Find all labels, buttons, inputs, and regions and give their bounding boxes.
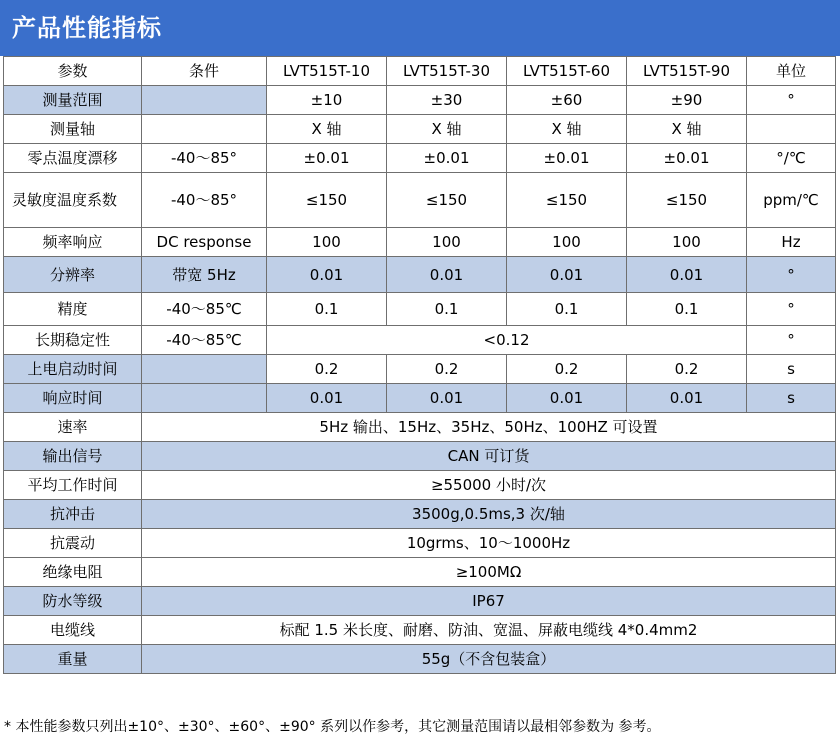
unit-cell: ppm/℃ [747, 173, 836, 228]
param-cell: 平均工作时间 [4, 471, 142, 500]
header-model-60: LVT515T-60 [507, 57, 627, 86]
condition-cell: 带宽 5Hz [142, 257, 267, 293]
header-condition: 条件 [142, 57, 267, 86]
table-header-row [4, 57, 836, 86]
param-cell: 测量轴 [4, 115, 142, 144]
value-cell-merged: <0.12 [267, 326, 747, 355]
param-cell: 重量 [4, 645, 142, 674]
table-row [4, 173, 836, 228]
table-row [4, 144, 836, 173]
condition-cell [142, 384, 267, 413]
value-cell: ≤150 [627, 173, 747, 228]
condition-cell: -40～85° [142, 173, 267, 228]
value-cell-merged: ≥100MΩ [142, 558, 836, 587]
param-cell: 抗冲击 [4, 500, 142, 529]
value-cell: ±0.01 [507, 144, 627, 173]
param-cell: 防水等级 [4, 587, 142, 616]
value-cell: 0.1 [627, 293, 747, 326]
unit-cell: ° [747, 293, 836, 326]
value-cell: 0.01 [267, 257, 387, 293]
param-cell: 零点温度漂移 [4, 144, 142, 173]
value-cell: 0.2 [507, 355, 627, 384]
value-cell: ±0.01 [387, 144, 507, 173]
header-model-10: LVT515T-10 [267, 57, 387, 86]
param-cell: 输出信号 [4, 442, 142, 471]
value-cell: ≤150 [507, 173, 627, 228]
value-cell: X 轴 [627, 115, 747, 144]
unit-cell: s [747, 355, 836, 384]
param-cell: 长期稳定性 [4, 326, 142, 355]
header-param: 参数 [4, 57, 142, 86]
table-row [4, 384, 836, 413]
value-cell: 0.01 [507, 257, 627, 293]
value-cell: ±0.01 [627, 144, 747, 173]
table-row [4, 326, 836, 355]
table-row [4, 355, 836, 384]
value-cell: ±30 [387, 86, 507, 115]
table-row [4, 500, 836, 529]
value-cell: 0.1 [267, 293, 387, 326]
value-cell: 0.01 [627, 257, 747, 293]
unit-cell [747, 115, 836, 144]
value-cell: 100 [267, 228, 387, 257]
condition-cell [142, 355, 267, 384]
condition-cell: -40～85° [142, 144, 267, 173]
value-cell: 0.2 [627, 355, 747, 384]
value-cell-merged: 10grms、10～1000Hz [142, 529, 836, 558]
value-cell: 0.1 [507, 293, 627, 326]
table-row [4, 616, 836, 645]
unit-cell: °/℃ [747, 144, 836, 173]
table-row [4, 529, 836, 558]
value-cell: ±10 [267, 86, 387, 115]
value-cell: 0.01 [387, 384, 507, 413]
value-cell: ±60 [507, 86, 627, 115]
table-row [4, 257, 836, 293]
param-cell: 精度 [4, 293, 142, 326]
table-row [4, 645, 836, 674]
spec-table [3, 56, 836, 674]
table-row [4, 293, 836, 326]
value-cell: 0.1 [387, 293, 507, 326]
table-row [4, 115, 836, 144]
value-cell-merged: 55g（不含包装盒） [142, 645, 836, 674]
table-row [4, 587, 836, 616]
unit-cell: Hz [747, 228, 836, 257]
condition-cell: -40～85℃ [142, 326, 267, 355]
table-row [4, 558, 836, 587]
param-cell: 抗震动 [4, 529, 142, 558]
value-cell: ≤150 [387, 173, 507, 228]
page-title: 产品性能指标 [0, 0, 840, 56]
value-cell-merged: IP67 [142, 587, 836, 616]
table-row [4, 442, 836, 471]
param-cell: 电缆线 [4, 616, 142, 645]
value-cell: 0.2 [267, 355, 387, 384]
value-cell: 0.01 [507, 384, 627, 413]
param-cell: 响应时间 [4, 384, 142, 413]
value-cell: 100 [627, 228, 747, 257]
table-row [4, 228, 836, 257]
value-cell: 100 [387, 228, 507, 257]
value-cell-merged: 3500g,0.5ms,3 次/轴 [142, 500, 836, 529]
param-cell: 灵敏度温度系数 [4, 173, 142, 228]
param-cell: 上电启动时间 [4, 355, 142, 384]
header-unit: 单位 [747, 57, 836, 86]
unit-cell: ° [747, 86, 836, 115]
table-row [4, 86, 836, 115]
value-cell-merged: 标配 1.5 米长度、耐磨、防油、宽温、屏蔽电缆线 4*0.4mm2 [142, 616, 836, 645]
param-cell: 分辨率 [4, 257, 142, 293]
value-cell: X 轴 [267, 115, 387, 144]
value-cell: ≤150 [267, 173, 387, 228]
value-cell: 0.2 [387, 355, 507, 384]
value-cell-merged: CAN 可订货 [142, 442, 836, 471]
table-row [4, 413, 836, 442]
value-cell: X 轴 [387, 115, 507, 144]
param-cell: 绝缘电阻 [4, 558, 142, 587]
value-cell-merged: ≥55000 小时/次 [142, 471, 836, 500]
value-cell: ±90 [627, 86, 747, 115]
header-model-30: LVT515T-30 [387, 57, 507, 86]
value-cell: 0.01 [387, 257, 507, 293]
value-cell: 0.01 [267, 384, 387, 413]
condition-cell: -40～85℃ [142, 293, 267, 326]
condition-cell [142, 86, 267, 115]
table-row [4, 471, 836, 500]
value-cell-merged: 5Hz 输出、15Hz、35Hz、50Hz、100HZ 可设置 [142, 413, 836, 442]
unit-cell: s [747, 384, 836, 413]
param-cell: 测量范围 [4, 86, 142, 115]
header-model-90: LVT515T-90 [627, 57, 747, 86]
value-cell: X 轴 [507, 115, 627, 144]
value-cell: 100 [507, 228, 627, 257]
footnote: * 本性能参数只列出±10°、±30°、±60°、±90° 系列以作参考，其它测量范围请以最相邻参数为 参考。 [4, 719, 661, 735]
condition-cell [142, 115, 267, 144]
param-cell: 速率 [4, 413, 142, 442]
unit-cell: ° [747, 257, 836, 293]
condition-cell: DC response [142, 228, 267, 257]
param-cell: 频率响应 [4, 228, 142, 257]
value-cell: ±0.01 [267, 144, 387, 173]
value-cell: 0.01 [627, 384, 747, 413]
unit-cell: ° [747, 326, 836, 355]
